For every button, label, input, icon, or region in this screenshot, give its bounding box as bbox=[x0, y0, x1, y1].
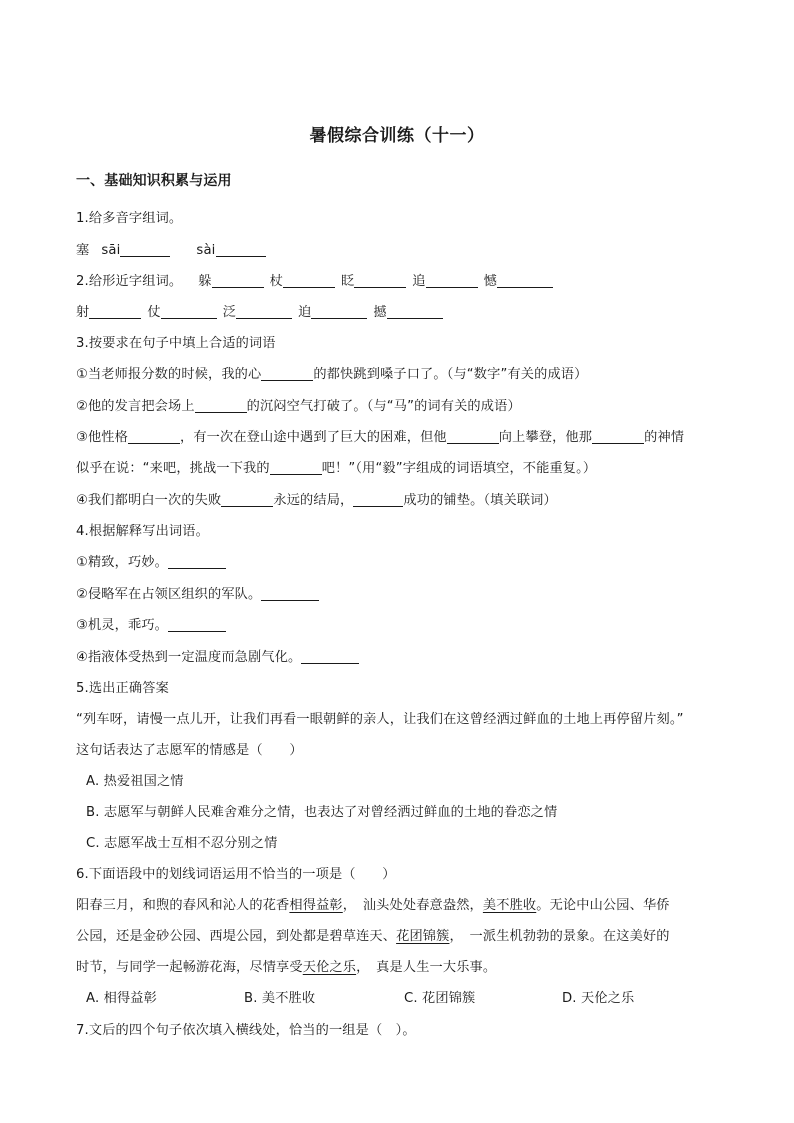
definition-text: ③机灵，乖巧。 bbox=[76, 618, 168, 633]
passage-text: ， 一派生机勃勃的景象。在这美好的 bbox=[449, 929, 670, 944]
answer-blank[interactable] bbox=[497, 271, 553, 288]
answer-blank[interactable] bbox=[161, 302, 217, 319]
sentence-text: ，有一次在登山途中遇到了巨大的困难，但他 bbox=[180, 430, 447, 445]
option-c[interactable]: C. 花团锦簇 bbox=[404, 991, 476, 1006]
char-item: 憾 bbox=[483, 274, 497, 289]
sentence-text: ①当老师报分数的时候，我的心 bbox=[76, 367, 262, 382]
char-item: 撼 bbox=[373, 305, 387, 320]
char-item: 射 bbox=[76, 305, 90, 320]
question-5-quote: “列车呀，请慢一点儿开，让我们再看一眼朝鲜的亲人，让我们在这曾经洒过鲜血的土地上再停留片刻。” bbox=[76, 712, 684, 727]
question-6-passage-line-2 bbox=[76, 924, 726, 950]
passage-text: ， 汕头处处春意盎然， bbox=[342, 898, 483, 913]
answer-blank[interactable] bbox=[89, 302, 141, 319]
question-1-line bbox=[76, 238, 726, 264]
section-heading: 一、基础知识积累与运用 bbox=[76, 173, 232, 189]
sentence-text: 吧！”（用“毅”字组成的词语填空，不能重复。） bbox=[321, 461, 597, 476]
question-7-heading: 7.文后的四个句子依次填入横线处，恰当的一组是（ ）。 bbox=[76, 1023, 416, 1038]
answer-blank[interactable] bbox=[221, 490, 273, 507]
answer-blank[interactable] bbox=[212, 271, 264, 288]
answer-blank[interactable] bbox=[195, 396, 247, 413]
sentence-text: 的沉闷空气打破了。（与“马”的词有关的成语） bbox=[246, 399, 521, 414]
question-4-heading: 4.根据解释写出词语。 bbox=[76, 524, 209, 539]
answer-blank[interactable] bbox=[270, 458, 322, 475]
question-3-item-3 bbox=[76, 425, 726, 451]
question-3-item-2 bbox=[76, 394, 726, 420]
option-b[interactable]: B. 志愿军与朝鲜人民难舍难分之情，也表达了对曾经洒过鲜血的土地的眷恋之情 bbox=[86, 805, 558, 820]
definition-text: ④指液体受热到一定温度而急剧气化。 bbox=[76, 650, 302, 665]
char-item: 迫 bbox=[298, 305, 312, 320]
answer-blank[interactable] bbox=[301, 647, 359, 664]
sentence-text: 的神情 bbox=[644, 430, 685, 445]
answer-blank[interactable] bbox=[261, 584, 319, 601]
passage-text: 。无论中山公园、华侨 bbox=[536, 898, 670, 913]
underlined-phrase: 天伦之乐 bbox=[302, 960, 357, 975]
page-title: 暑假综合训练（十一） bbox=[309, 126, 485, 146]
option-a[interactable]: A. 热爱祖国之情 bbox=[86, 774, 184, 789]
question-2-line-2 bbox=[76, 300, 726, 326]
pinyin-2: sài bbox=[196, 243, 216, 258]
sentence-text: 成功的铺垫。（填关联词） bbox=[403, 493, 557, 508]
question-4-item bbox=[76, 645, 726, 671]
answer-blank[interactable] bbox=[216, 240, 266, 257]
char-item: 躲 bbox=[198, 274, 212, 289]
char-item: 泛 bbox=[222, 305, 237, 320]
answer-blank[interactable] bbox=[387, 302, 443, 319]
question-5-heading: 5.选出正确答案 bbox=[76, 681, 169, 696]
answer-blank[interactable] bbox=[592, 427, 644, 444]
passage-text: 公园，还是金砂公园、西堤公园，到处都是碧草连天、 bbox=[76, 929, 397, 944]
char-item: 仗 bbox=[147, 305, 161, 320]
question-3-heading: 3.按要求在句子中填上合适的词语 bbox=[76, 336, 276, 351]
underlined-phrase: 花团锦簇 bbox=[396, 929, 450, 944]
question-4-item bbox=[76, 613, 726, 639]
question-6-passage-line-3 bbox=[76, 955, 726, 981]
answer-blank[interactable] bbox=[168, 552, 226, 569]
sentence-text: ②他的发言把会场上 bbox=[76, 399, 195, 414]
sentence-text: 似乎在说：“来吧，挑战一下我的 bbox=[76, 461, 270, 476]
polyphone-char: 塞 bbox=[76, 243, 90, 258]
definition-text: ①精致，巧妙。 bbox=[76, 555, 168, 570]
answer-blank[interactable] bbox=[120, 240, 170, 257]
question-6-options bbox=[76, 986, 736, 1012]
sentence-text: 的都快跳到嗓子口了。（与“数字”有关的成语） bbox=[313, 367, 588, 382]
answer-blank[interactable] bbox=[128, 427, 180, 444]
answer-blank[interactable] bbox=[261, 364, 313, 381]
answer-blank[interactable] bbox=[353, 490, 403, 507]
question-6-heading: 6.下面语段中的划线词语运用不恰当的一项是（ ） bbox=[76, 867, 396, 882]
option-d[interactable]: D. 天伦之乐 bbox=[562, 991, 635, 1006]
option-c[interactable]: C. 志愿军战士互相不忍分别之情 bbox=[86, 836, 278, 851]
answer-blank[interactable] bbox=[354, 271, 406, 288]
char-item: 追 bbox=[412, 274, 426, 289]
option-a[interactable]: A. 相得益彰 bbox=[86, 991, 157, 1006]
question-1-heading: 1.给多音字组词。 bbox=[76, 211, 183, 226]
answer-blank[interactable] bbox=[236, 302, 292, 319]
pinyin-1: sāi bbox=[101, 243, 121, 258]
passage-text: 阳春三月，和煦的春风和沁人的花香 bbox=[76, 898, 290, 913]
question-3-item-3-cont bbox=[76, 456, 726, 482]
answer-blank[interactable] bbox=[447, 427, 499, 444]
option-b[interactable]: B. 美不胜收 bbox=[244, 991, 316, 1006]
question-3-item-1 bbox=[76, 362, 726, 388]
char-item: 杖 bbox=[269, 274, 283, 289]
definition-text: ②侵略军在占领区组织的军队。 bbox=[76, 587, 262, 602]
char-item: 眨 bbox=[340, 274, 355, 289]
question-4-item bbox=[76, 582, 726, 608]
question-4-item bbox=[76, 550, 726, 576]
sentence-text: ③他性格 bbox=[76, 430, 128, 445]
question-2-line-1 bbox=[76, 269, 726, 295]
underlined-phrase: 相得益彰 bbox=[289, 898, 343, 913]
underlined-phrase: 美不胜收 bbox=[482, 898, 537, 913]
question-3-item-4 bbox=[76, 488, 726, 514]
passage-text: 时节，与同学一起畅游花海，尽情享受 bbox=[76, 960, 303, 975]
passage-text: ， 真是人生一大乐事。 bbox=[356, 960, 497, 975]
sentence-text: 向上攀登，他那 bbox=[498, 430, 593, 445]
question-6-passage-line-1 bbox=[76, 893, 726, 919]
answer-blank[interactable] bbox=[426, 271, 478, 288]
answer-blank[interactable] bbox=[168, 615, 226, 632]
question-5-ask: 这句话表达了志愿军的情感是（ ） bbox=[76, 743, 303, 758]
answer-blank[interactable] bbox=[283, 271, 335, 288]
sentence-text: 永远的结局， bbox=[273, 493, 354, 508]
question-2-heading: 2.给形近字组词。 bbox=[76, 274, 183, 289]
answer-blank[interactable] bbox=[311, 302, 367, 319]
sentence-text: ④我们都明白一次的失败 bbox=[76, 493, 222, 508]
